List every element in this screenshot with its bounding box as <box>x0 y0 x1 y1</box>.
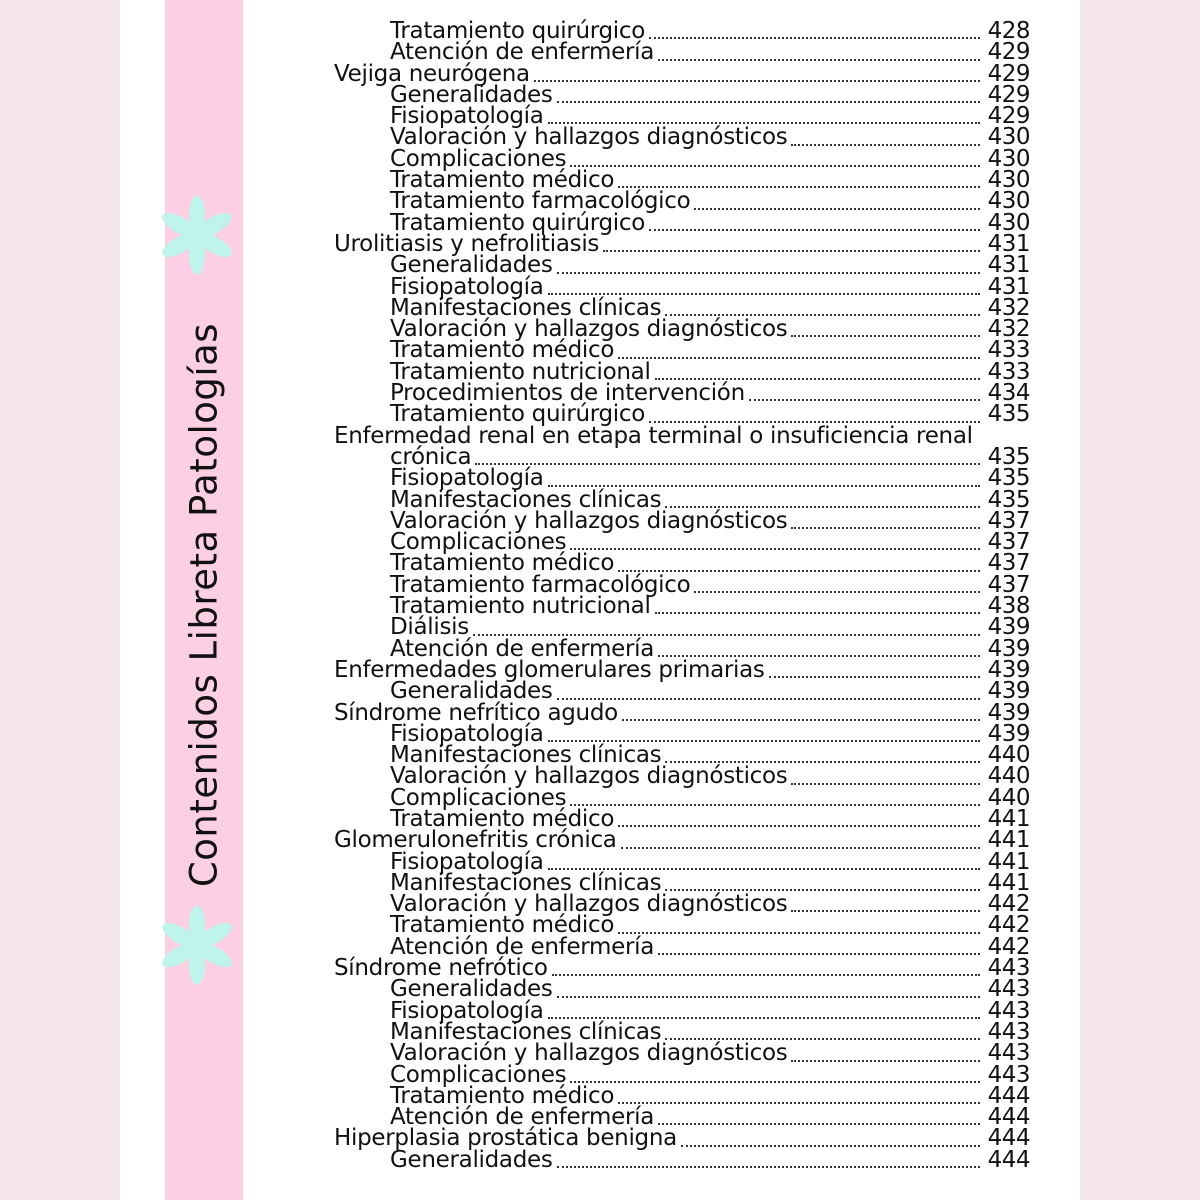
toc-entry-page: 440 <box>987 784 1030 811</box>
toc-entry-title: Fisiopatología <box>390 273 544 300</box>
toc-entry-page: 439 <box>987 678 1030 705</box>
toc-entry-page: 438 <box>987 593 1030 620</box>
toc-entry-page: 443 <box>987 997 1030 1024</box>
toc-entry-title: Tratamiento médico <box>390 912 615 939</box>
dot-leader <box>621 847 980 849</box>
toc-entry-title: Complicaciones <box>390 784 567 811</box>
dot-leader <box>618 825 980 827</box>
toc-entry-page: 428 <box>987 18 1030 44</box>
toc-entry-page: 435 <box>987 401 1030 428</box>
toc-entry-title: Síndrome nefrítico agudo <box>334 699 618 726</box>
toc-entry-title: Síndrome nefrótico <box>334 955 548 982</box>
dot-leader <box>557 996 980 998</box>
dot-leader <box>658 1123 980 1125</box>
toc-entry-title: Complicaciones <box>390 529 567 556</box>
toc-entry-page: 439 <box>987 656 1030 683</box>
toc-entry-title: Tratamiento médico <box>390 337 615 364</box>
dot-leader <box>475 463 980 465</box>
dot-leader <box>570 548 980 550</box>
toc-entry-page: 437 <box>987 550 1030 577</box>
dot-leader <box>552 974 980 976</box>
dot-leader <box>603 250 980 252</box>
dot-leader <box>749 399 980 401</box>
dot-leader <box>681 1145 980 1147</box>
toc-entry-page: 433 <box>987 358 1030 385</box>
toc-entry-page: 439 <box>987 635 1030 662</box>
toc-entry-page: 439 <box>987 699 1030 726</box>
dot-leader <box>791 1060 980 1062</box>
toc-entry-page: 431 <box>987 252 1030 279</box>
flower-icon <box>152 900 242 990</box>
dot-leader <box>791 335 980 337</box>
toc-entry-title: Generalidades <box>390 1146 553 1173</box>
toc-entry-page: 441 <box>987 869 1030 896</box>
toc-entry-title: Valoración y hallazgos diagnósticos <box>390 316 788 343</box>
toc-entry-page: 444 <box>987 1104 1030 1131</box>
toc-entry-page: 443 <box>987 1061 1030 1088</box>
dot-leader <box>791 910 980 912</box>
toc-entry-page: 435 <box>987 465 1030 492</box>
dot-leader <box>570 804 980 806</box>
toc-entry-page: 442 <box>987 912 1030 939</box>
toc-entry-page: 433 <box>987 337 1030 364</box>
dot-leader <box>570 1081 980 1083</box>
toc-entry-title: Tratamiento médico <box>390 1082 615 1109</box>
toc-entry-page: 435 <box>987 443 1030 470</box>
dot-leader <box>791 783 980 785</box>
toc-entry-title: Fisiopatología <box>390 997 544 1024</box>
toc-entry-title: Valoración y hallazgos diagnósticos <box>390 763 788 790</box>
toc-entry-title: Manifestaciones clínicas <box>390 742 662 769</box>
toc-entry-title: Enfermedades glomerulares primarias <box>334 656 765 683</box>
toc-entry-title: Generalidades <box>390 678 553 705</box>
dot-leader <box>658 59 980 61</box>
toc-entry <box>320 1146 1030 1173</box>
dot-leader <box>557 101 980 103</box>
toc-entry-title: Complicaciones <box>390 1061 567 1088</box>
toc-entry-title: Manifestaciones clínicas <box>390 486 662 513</box>
toc-entry-title: Tratamiento farmacológico <box>390 571 691 598</box>
toc-entry-title: Manifestaciones clínicas <box>390 1018 662 1045</box>
toc-entry-title: Generalidades <box>390 81 553 108</box>
toc-entry-title: Tratamiento quirúrgico <box>390 18 646 44</box>
toc-entry-page: 432 <box>987 294 1030 321</box>
toc-entry-title: Valoración y hallazgos diagnósticos <box>390 124 788 151</box>
toc-entry-title: Valoración y hallazgos diagnósticos <box>390 891 788 918</box>
toc-entry-title: Fisiopatología <box>390 465 544 492</box>
toc-entry-title: Tratamiento médico <box>390 550 615 577</box>
toc-entry-page: 442 <box>987 933 1030 960</box>
toc-entry-page: 443 <box>987 955 1030 982</box>
toc-entry-title: Procedimientos de intervención <box>390 380 745 407</box>
toc-entry-title: Tratamiento médico <box>390 167 615 194</box>
toc-entry-page: 429 <box>987 39 1030 66</box>
toc-entry-title: Fisiopatología <box>390 720 544 747</box>
toc-entry-title: Urolitiasis y nefrolitiasis <box>334 230 600 257</box>
toc-entry-page: 435 <box>987 486 1030 513</box>
toc-entry-page: 443 <box>987 1040 1030 1067</box>
toc-entry-title: Atención de enfermería <box>390 39 655 66</box>
toc-entry-title: Hiperplasia prostática benigna <box>334 1125 677 1152</box>
toc-entry-page: 431 <box>987 230 1030 257</box>
toc-entry-page: 439 <box>987 614 1030 641</box>
toc-entry-title: Tratamiento médico <box>390 805 615 832</box>
dot-leader <box>649 229 980 231</box>
dot-leader <box>791 144 980 146</box>
dot-leader <box>791 527 980 529</box>
toc-entry-page: 437 <box>987 571 1030 598</box>
table-of-contents <box>320 18 1030 1173</box>
toc-entry-page: 437 <box>987 529 1030 556</box>
toc-entry-page: 440 <box>987 742 1030 769</box>
toc-entry-page: 432 <box>987 316 1030 343</box>
toc-entry-title: Fisiopatología <box>390 103 544 130</box>
toc-entry-page: 429 <box>987 103 1030 130</box>
flower-icon <box>152 190 242 280</box>
toc-entry-page: 442 <box>987 891 1030 918</box>
toc-entry-page: 431 <box>987 273 1030 300</box>
toc-entry-page: 429 <box>987 60 1030 87</box>
dot-leader <box>658 953 980 955</box>
dot-leader <box>618 357 980 359</box>
dot-leader <box>649 37 980 39</box>
toc-entry-title: Diálisis <box>390 614 469 641</box>
toc-entry-page: 444 <box>987 1146 1030 1173</box>
toc-entry-title: Atención de enfermería <box>390 933 655 960</box>
toc-entry-title: Tratamiento nutricional <box>390 358 651 385</box>
dot-leader <box>618 1102 980 1104</box>
toc-entry-title: Tratamiento nutricional <box>390 593 651 620</box>
toc-entry-title: Tratamiento quirúrgico <box>390 401 646 428</box>
toc-entry-title: Glomerulonefritis crónica <box>334 827 617 854</box>
toc-entry-page: 441 <box>987 827 1030 854</box>
toc-entry-title: Complicaciones <box>390 145 567 172</box>
toc-entry-title: Fisiopatología <box>390 848 544 875</box>
toc-entry-page: 429 <box>987 81 1030 108</box>
toc-entry-title: Vejiga neurógena <box>334 60 530 87</box>
toc-entry-title: Tratamiento quirúrgico <box>390 209 646 236</box>
toc-entry-title: crónica <box>390 443 472 470</box>
dot-leader <box>655 612 980 614</box>
dot-leader <box>534 80 980 82</box>
dot-leader <box>769 676 980 678</box>
toc-entry-page: 443 <box>987 976 1030 1003</box>
toc-entry-title: Atención de enfermería <box>390 635 655 662</box>
toc-entry-page: 439 <box>987 720 1030 747</box>
dot-leader <box>557 1166 980 1168</box>
toc-entry-page: 430 <box>987 188 1030 215</box>
toc-entry-page: 434 <box>987 380 1030 407</box>
toc-entry-title: Valoración y hallazgos diagnósticos <box>390 1040 788 1067</box>
dot-leader <box>557 272 980 274</box>
toc-entry-title: Manifestaciones clínicas <box>390 294 662 321</box>
toc-entry-page: 443 <box>987 1018 1030 1045</box>
toc-entry-page: 440 <box>987 763 1030 790</box>
dot-leader <box>694 208 980 210</box>
toc-entry-title: Manifestaciones clínicas <box>390 869 662 896</box>
side-title: Contenidos Libreta Patologías <box>182 322 226 888</box>
toc-entry-page: 441 <box>987 805 1030 832</box>
toc-entry-title: Valoración y hallazgos diagnósticos <box>390 507 788 534</box>
toc-entry-title: Generalidades <box>390 252 553 279</box>
toc-entry-page: 430 <box>987 167 1030 194</box>
toc-entry-page: 437 <box>987 507 1030 534</box>
dot-leader <box>618 932 980 934</box>
toc-entry-title: Tratamiento farmacológico <box>390 188 691 215</box>
toc-entry-page: 430 <box>987 145 1030 172</box>
dot-leader <box>622 719 980 721</box>
toc-entry-page: 441 <box>987 848 1030 875</box>
toc-entry-title: Enfermedad renal en etapa terminal o insuficiencia renal <box>334 422 973 449</box>
toc-entry-page: 430 <box>987 124 1030 151</box>
toc-entry-title: Atención de enfermería <box>390 1104 655 1131</box>
toc-entry-page: 444 <box>987 1125 1030 1152</box>
dot-leader <box>694 591 980 593</box>
toc-entry-page: 430 <box>987 209 1030 236</box>
toc-entry-title: Generalidades <box>390 976 553 1003</box>
dot-leader <box>570 165 980 167</box>
toc-entry-page: 444 <box>987 1082 1030 1109</box>
dot-leader <box>557 698 980 700</box>
